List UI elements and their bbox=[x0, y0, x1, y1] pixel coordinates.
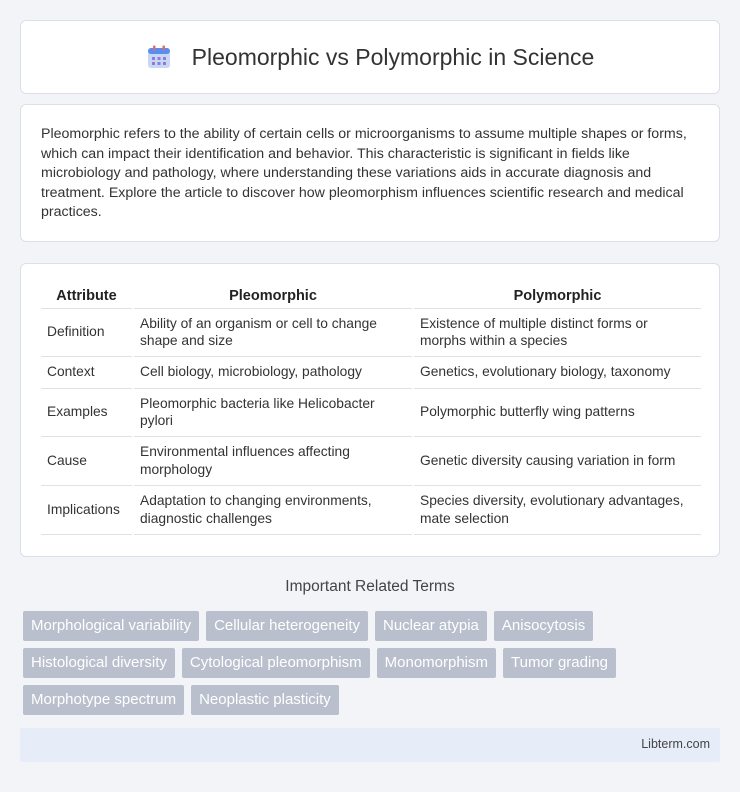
related-term-tag[interactable]: Neoplastic plasticity bbox=[191, 685, 339, 715]
page-title: Pleomorphic vs Polymorphic in Science bbox=[191, 43, 595, 70]
column-header-polymorphic: Polymorphic bbox=[413, 284, 701, 308]
table-cell-attribute: Context bbox=[41, 356, 133, 388]
table-cell-pleomorphic: Cell biology, microbiology, pathology bbox=[133, 356, 413, 388]
table-cell-attribute: Implications bbox=[41, 485, 133, 534]
table-cell-attribute: Definition bbox=[41, 308, 133, 356]
table-row bbox=[41, 308, 701, 356]
table-cell-attribute: Cause bbox=[41, 436, 133, 485]
table-row bbox=[41, 356, 701, 388]
related-term-tag[interactable]: Histological diversity bbox=[23, 648, 175, 678]
table-cell-polymorphic: Genetic diversity causing variation in form bbox=[413, 436, 701, 485]
table-cell-polymorphic: Existence of multiple distinct forms or morphs within a species bbox=[413, 308, 701, 356]
footer bbox=[20, 728, 720, 762]
table-cell-pleomorphic: Ability of an organism or cell to change shape and size bbox=[133, 308, 413, 356]
table-cell-polymorphic: Genetics, evolutionary biology, taxonomy bbox=[413, 356, 701, 388]
related-terms-title: Important Related Terms bbox=[285, 578, 455, 595]
table-cell-polymorphic: Polymorphic butterfly wing patterns bbox=[413, 388, 701, 436]
calendar-icon bbox=[146, 44, 172, 70]
comparison-table bbox=[41, 284, 701, 535]
related-term-tag[interactable]: Morphotype spectrum bbox=[23, 685, 184, 715]
related-term-tag[interactable]: Cytological pleomorphism bbox=[182, 648, 370, 678]
title-card bbox=[20, 20, 720, 94]
table-cell-polymorphic: Species diversity, evolutionary advantages, mate selection bbox=[413, 485, 701, 534]
related-term-tag[interactable]: Nuclear atypia bbox=[375, 611, 487, 641]
table-cell-attribute: Examples bbox=[41, 388, 133, 436]
related-term-tag[interactable]: Monomorphism bbox=[377, 648, 496, 678]
related-terms-list bbox=[23, 611, 723, 715]
table-cell-pleomorphic: Environmental influences affecting morphology bbox=[133, 436, 413, 485]
table-cell-pleomorphic: Pleomorphic bacteria like Helicobacter pylori bbox=[133, 388, 413, 436]
table-cell-pleomorphic: Adaptation to changing environments, diagnostic challenges bbox=[133, 485, 413, 534]
related-term-tag[interactable]: Anisocytosis bbox=[494, 611, 593, 641]
comparison-table-card bbox=[20, 263, 720, 557]
intro-card bbox=[20, 104, 720, 242]
related-term-tag[interactable]: Cellular heterogeneity bbox=[206, 611, 368, 641]
column-header-attribute: Attribute bbox=[41, 284, 133, 308]
table-row bbox=[41, 388, 701, 436]
related-term-tag[interactable]: Tumor grading bbox=[503, 648, 616, 678]
intro-text: Pleomorphic refers to the ability of certain cells or microorganisms to assume multiple shapes or forms, which can impact their identification and behavior. This characteristic is significant in fields like microbiology and pathology, where understanding these variations aids in accurate diagnosis and treatment. Explore the article to discover how pleomorphism influences scientific research and medical practices. bbox=[41, 126, 687, 221]
footer-site-link[interactable]: Libterm.com bbox=[641, 737, 710, 751]
table-header-row bbox=[41, 284, 701, 308]
table-row bbox=[41, 436, 701, 485]
table-row bbox=[41, 485, 701, 534]
related-term-tag[interactable]: Morphological variability bbox=[23, 611, 199, 641]
column-header-pleomorphic: Pleomorphic bbox=[133, 284, 413, 308]
